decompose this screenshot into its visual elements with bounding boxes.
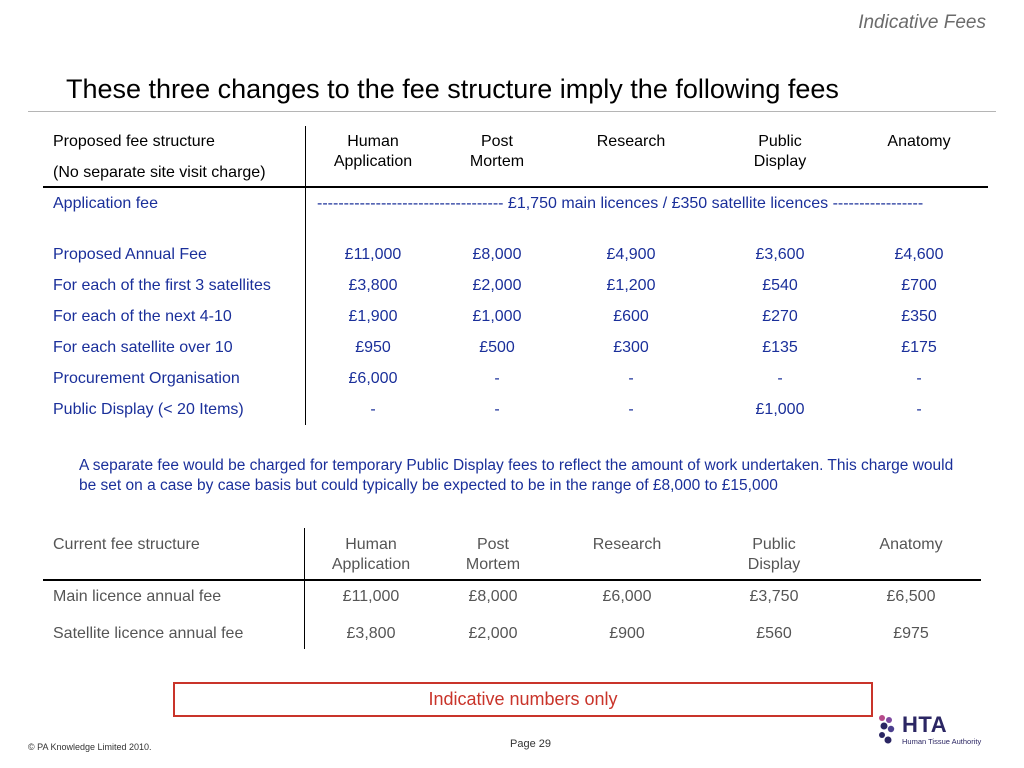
proposed-cell: £6,000 — [348, 370, 398, 387]
current-cell: £6,500 — [886, 588, 936, 605]
current-row-label: Main licence annual fee — [53, 588, 222, 605]
current-column-divider — [304, 528, 305, 649]
proposed-row-label: Proposed Annual Fee — [53, 246, 207, 263]
copyright: © PA Knowledge Limited 2010. — [28, 742, 152, 752]
proposed-cell: £11,000 — [344, 246, 402, 263]
proposed-cell: £1,900 — [348, 308, 398, 325]
proposed-col-header: Post Mortem — [469, 133, 525, 170]
proposed-cell: £175 — [901, 339, 937, 356]
current-cell: £8,000 — [468, 588, 518, 605]
application-fee-value: ----------------------------------- £1,750 main licences / £350 satellite licences ----------------- — [317, 195, 924, 212]
current-cell: £975 — [893, 625, 929, 642]
current-row-label: Satellite licence annual fee — [53, 625, 244, 642]
proposed-row-label: For each satellite over 10 — [53, 339, 233, 356]
proposed-cell: £950 — [355, 339, 391, 356]
proposed-cell: £700 — [901, 277, 937, 294]
proposed-row-label: For each of the next 4-10 — [53, 308, 232, 325]
proposed-cell: £350 — [901, 308, 937, 325]
proposed-cell: £1,000 — [755, 401, 805, 418]
proposed-col-header: Research — [596, 133, 666, 150]
title-divider — [28, 111, 996, 112]
proposed-cell: £1,000 — [472, 308, 522, 325]
public-display-note: A separate fee would be charged for temporary Public Display fees to reflect the amount of work undertaken. This charge would be set on a case by case basis but could typically be expected to be in the range of £8,000 to £15,000 — [79, 457, 954, 494]
page-number: Page 29 — [510, 738, 551, 750]
proposed-col-header: Anatomy — [887, 133, 951, 150]
proposed-subheading: (No separate site visit charge) — [53, 164, 266, 181]
proposed-heading: Proposed fee structure — [53, 133, 215, 150]
section-label: Indicative Fees — [858, 12, 986, 33]
logo-text: HTA — [902, 712, 948, 737]
current-col-header: Post Mortem — [465, 536, 521, 573]
proposed-cell: £2,000 — [472, 277, 522, 294]
current-cell: £6,000 — [602, 588, 652, 605]
proposed-cell: £540 — [762, 277, 798, 294]
application-fee-label: Application fee — [53, 195, 158, 212]
proposed-cell: - — [494, 370, 500, 387]
current-col-header: Public Display — [747, 536, 801, 573]
proposed-column-divider — [305, 126, 306, 425]
proposed-cell: £3,600 — [755, 246, 805, 263]
slide-title: These three changes to the fee structure imply the following fees — [66, 74, 839, 104]
proposed-cell: £270 — [762, 308, 798, 325]
proposed-cell: £3,800 — [348, 277, 398, 294]
proposed-col-header: Public Display — [753, 133, 807, 170]
proposed-cell: £135 — [762, 339, 798, 356]
current-cell: £560 — [756, 625, 792, 642]
logo-subtext: Human Tissue Authority — [902, 737, 982, 746]
proposed-cell: - — [494, 401, 500, 418]
current-cell: £900 — [609, 625, 645, 642]
proposed-header-rule — [43, 186, 988, 188]
proposed-cell: - — [777, 370, 783, 387]
proposed-cell: - — [628, 370, 634, 387]
proposed-cell: £300 — [613, 339, 649, 356]
current-cell: £2,000 — [468, 625, 518, 642]
proposed-cell: £4,600 — [894, 246, 944, 263]
current-col-header: Research — [592, 536, 662, 553]
proposed-cell: £8,000 — [472, 246, 522, 263]
indicative-callout-text: Indicative numbers only — [428, 689, 618, 709]
current-cell: £11,000 — [342, 588, 400, 605]
current-cell: £3,800 — [346, 625, 396, 642]
current-cell: £3,750 — [749, 588, 799, 605]
current-header-rule — [43, 579, 981, 581]
current-heading: Current fee structure — [53, 536, 200, 553]
proposed-col-header: Human Application — [333, 133, 413, 170]
proposed-cell: - — [370, 401, 376, 418]
proposed-cell: - — [916, 370, 922, 387]
proposed-row-label: For each of the first 3 satellites — [53, 277, 271, 294]
proposed-row-label: Procurement Organisation — [53, 370, 240, 387]
current-col-header: Anatomy — [879, 536, 943, 553]
proposed-cell: - — [628, 401, 634, 418]
proposed-row-label: Public Display (< 20 Items) — [53, 401, 244, 418]
current-col-header: Human Application — [331, 536, 411, 573]
proposed-cell: - — [916, 401, 922, 418]
proposed-cell: £4,900 — [606, 246, 656, 263]
proposed-cell: £600 — [613, 308, 649, 325]
proposed-cell: £500 — [479, 339, 515, 356]
proposed-cell: £1,200 — [606, 277, 656, 294]
